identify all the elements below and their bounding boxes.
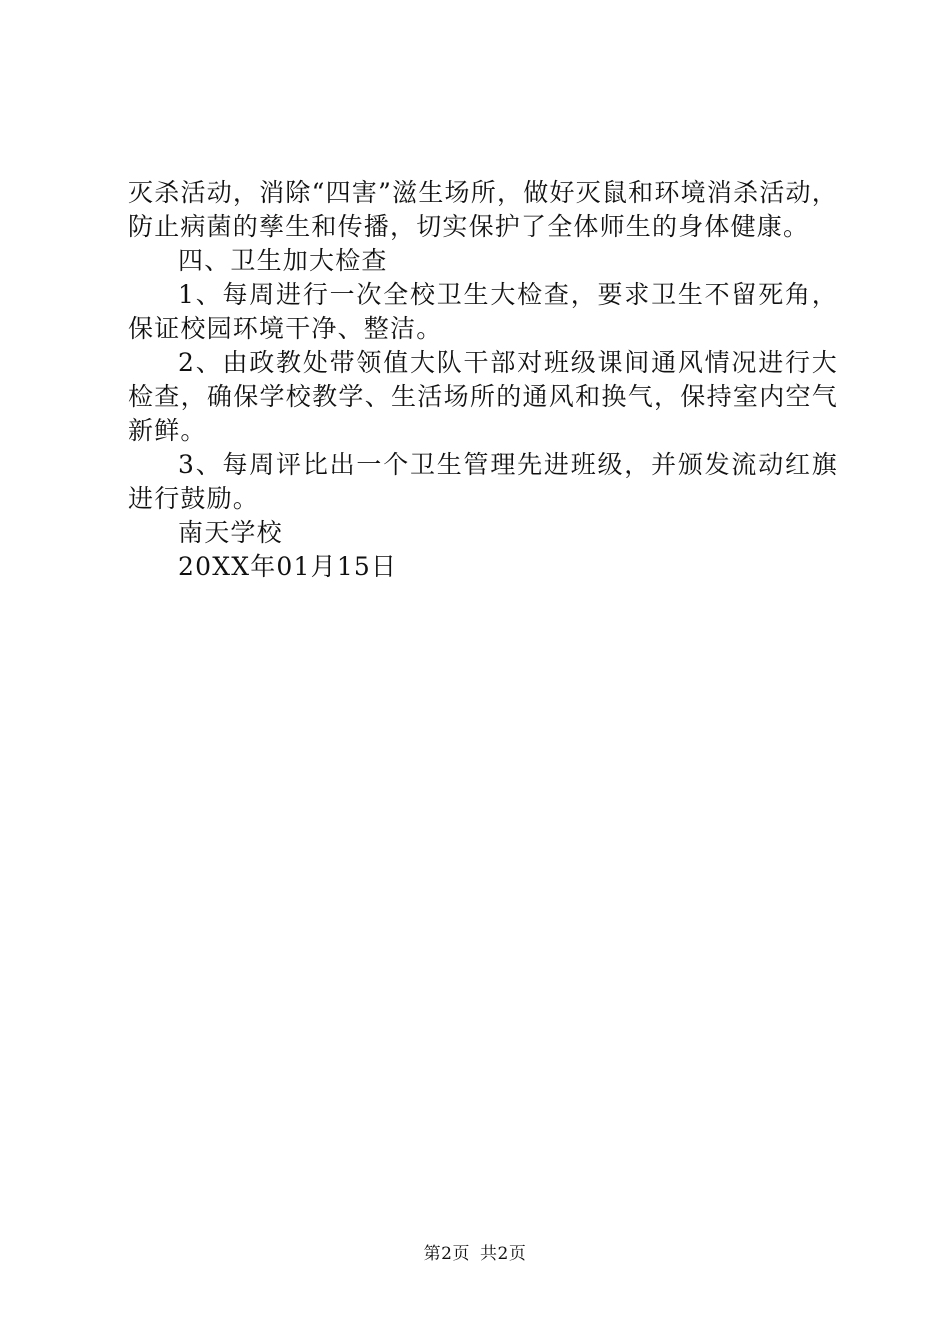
document-body	[128, 176, 838, 584]
signature-organization: 南天学校	[178, 518, 283, 547]
list-item: 3、每周评比出一个卫生管理先进班级，并颁发流动红旗进行鼓励。	[128, 450, 838, 513]
section-heading: 四、卫生加大检查	[178, 246, 388, 275]
list-item: 2、由政教处带领值大队干部对班级课间通风情况进行大检查，确保学校教学、生活场所的通风和换气，保持室内空气新鲜。	[128, 348, 838, 445]
page-number: 第2页	[423, 1244, 470, 1264]
list-item: 1、每周进行一次全校卫生大检查，要求卫生不留死角，保证校园环境干净、整洁。	[128, 280, 838, 343]
page-footer	[0, 1242, 950, 1266]
signature-date: 20XX年01月15日	[178, 552, 398, 581]
paragraph-continuation: 灭杀活动，消除“四害”滋生场所，做好灭鼠和环境消杀活动，防止病菌的孳生和传播，切实保护了全体师生的身体健康。	[128, 178, 838, 241]
page-total: 共2页	[480, 1244, 527, 1264]
